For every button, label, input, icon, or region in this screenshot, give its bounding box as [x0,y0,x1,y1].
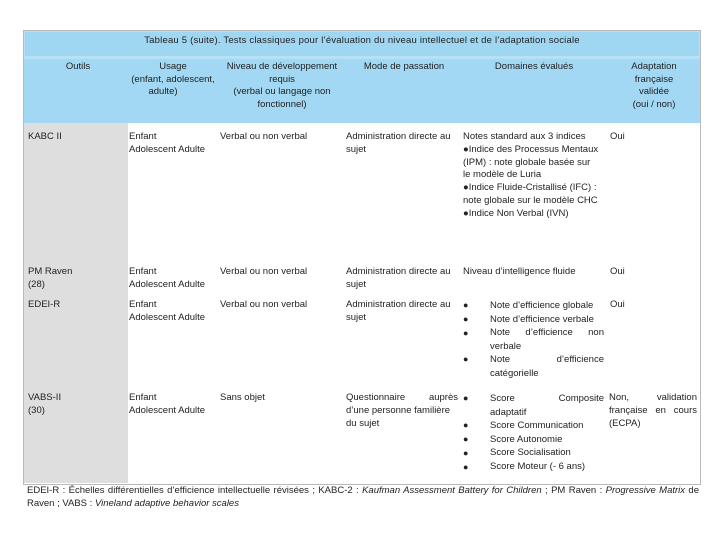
header-niveau: Niveau de développement requis (verbal ou langage non fonctionnel) [226,61,338,110]
row-domaines: Notes standard aux 3 indices ●Indice des Processus Mentaux (IPM) : note globale basée sur le modèle de Luria ●Indice Fluide-Cristallisé (IFC) : note globale sur le modèle CHC ●Indice Non Verbal (IVN) [463,131,599,219]
bullet-icon: ● [463,434,469,444]
header-outils: Outils [65,61,91,72]
row-domaines: Niveau d’intelligence fluide [463,266,576,277]
row-mode: Administration directe au sujet [346,266,451,290]
header-adaptation: Adaptation française validée (oui / non) [631,61,677,110]
table-title: Tableau 5 (suite). Tests classiques pour l’évaluation du niveau intellectuel et de l’adaptation sociale [144,35,580,46]
header-mode: Mode de passation [363,61,445,72]
table-footnote: EDEI-R : Échelles différentielles d’efficience intellectuelle révisées ; KABC-2 : Kaufman Assessment Battery for Children ; PM Raven : Progressive Matrix de Raven ; VABS : Vineland adaptive behavior scales [27,485,699,509]
bullet-icon: ● [463,448,469,458]
row-adaptation: Non, validation française en cours (ECPA) [609,392,697,429]
table-title-bar [24,31,700,57]
bullet-icon: ● [463,354,469,364]
header-usage: Usage (enfant, adolescent, adulte) [131,61,215,97]
row-adaptation: Oui [610,131,625,142]
row-niveau: Verbal ou non verbal [220,266,308,277]
row-mode: Questionnaire auprès d’une personne familière du sujet [346,392,458,429]
bullet-icon: ● [463,462,469,472]
bullet-icon: ● [463,300,469,310]
bullet-icon: ● [463,314,469,324]
header-domaines: Domaines évalués [494,61,574,72]
bullet-icon: ● [463,393,469,403]
row-domaines: Score Composite adaptatif Score Communication Score Autonomie Score Socialisation Score Moteur (- 6 ans) [490,393,604,472]
row-outil: EDEI-R [28,299,61,310]
row-usage: Enfant Adolescent Adulte [129,299,206,323]
row-outil: PM Raven (28) [28,266,73,290]
row-mode: Administration directe au sujet [346,299,451,323]
row-outil: KABC II [28,131,62,142]
bullet-icon: ● [463,328,469,338]
row-niveau: Verbal ou non verbal [220,131,308,142]
row-usage: Enfant Adolescent Adulte [129,266,206,290]
row-domaines: Note d’efficience globale Note d’efficience verbale Note d’efficience non verbale Note d’efficience catégorielle [490,300,604,379]
row-mode: Administration directe au sujet [346,131,451,155]
row-adaptation: Oui [610,299,625,310]
row-adaptation: Oui [610,266,625,277]
bullet-icon: ● [463,420,469,430]
row-niveau: Sans objet [220,392,265,403]
row-usage: Enfant Adolescent Adulte [129,392,206,416]
row-outil: VABS-II (30) [28,392,62,416]
row-niveau: Verbal ou non verbal [220,299,308,310]
row-usage: Enfant Adolescent Adulte [129,131,206,155]
